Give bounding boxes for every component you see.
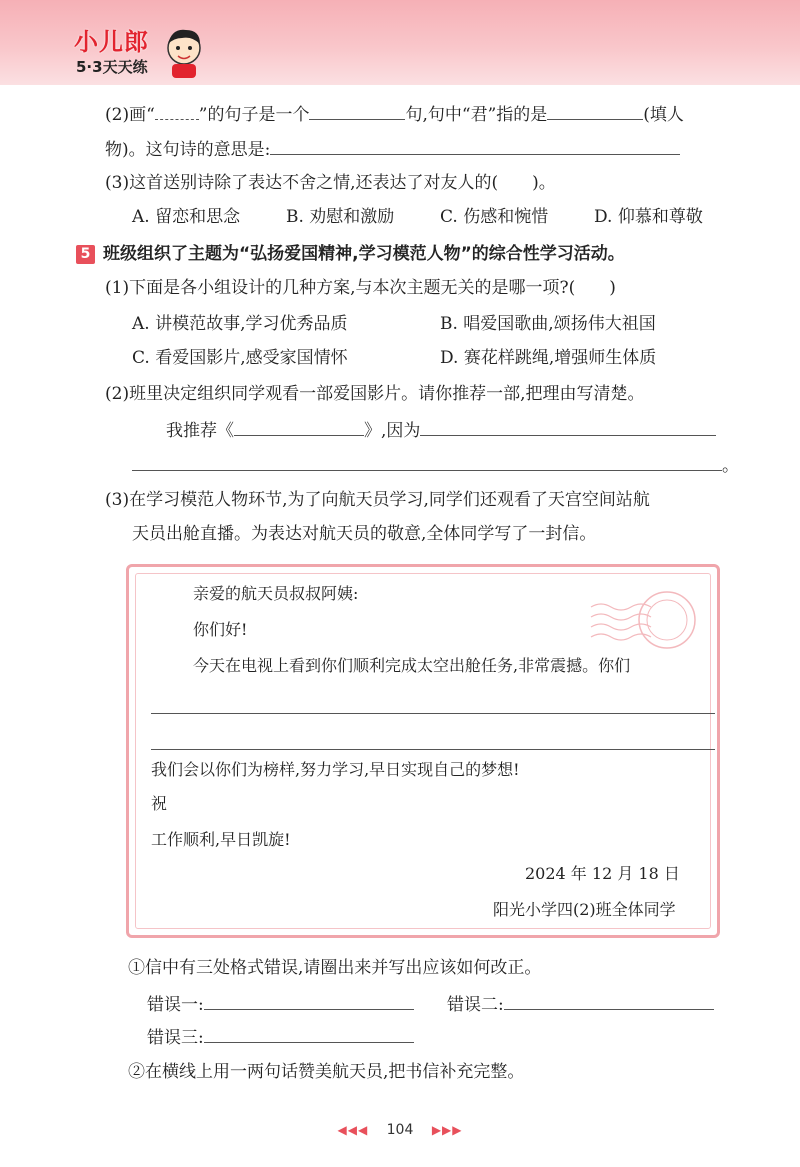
subq2-stem: ②在横线上用一两句话赞美航天员,把书信补充完整。 [128,1062,525,1082]
letter-salutation[interactable]: 亲爱的航天员叔叔阿姨: [193,584,359,603]
brand-series: 5·3天天练 [76,58,148,76]
error3-line: 错误三: [147,1024,414,1050]
s5-q1-option-d[interactable]: D. 赛花样跳绳,增强师生体质 [440,348,657,368]
s5-q1-option-b[interactable]: B. 唱爱国歌曲,颂扬伟大祖国 [440,314,656,334]
s5-q2-recommend-line: 我推荐《 》,因为 [166,417,716,443]
error2-line: 错误二: [447,991,714,1017]
sentence-type-blank[interactable] [309,101,405,120]
wavy-mark [155,105,199,120]
letter-write-line-2[interactable] [151,749,715,750]
letter-greeting: 你们好! [193,620,248,639]
letter-wish-2[interactable]: 工作顺利,早日凯旋! [151,830,291,849]
error1-blank[interactable] [204,991,414,1010]
brand-name: 小儿郎 [74,28,149,56]
s5-q2-reason-line2: 。 [132,452,739,478]
poem-meaning-blank[interactable] [270,136,680,155]
jun-refers-blank[interactable] [547,101,643,120]
s5-q2-stem: (2)班里决定组织同学观看一部爱国影片。请你推荐一部,把理由写清楚。 [105,384,645,404]
s5-q1-option-c[interactable]: C. 看爱国影片,感受家国情怀 [132,348,348,368]
q3-stem: (3)这首送别诗除了表达不舍之情,还表达了对友人的( )。 [105,173,556,193]
q2-line2: 物)。这句诗的意思是: [105,136,680,162]
section-number-badge: 5 [76,245,95,264]
film-name-blank[interactable] [234,417,364,436]
error2-blank[interactable] [504,991,714,1010]
q3-option-d[interactable]: D. 仰慕和尊敬 [594,207,703,227]
q3-option-a[interactable]: A. 留恋和思念 [132,207,241,227]
prev-page-arrows[interactable]: ◀◀◀ [337,1123,369,1137]
section5-title: 5 班级组织了主题为“弘扬爱国精神,学习模范人物”的综合性学习活动。 [76,242,625,266]
subq1-stem: ①信中有三处格式错误,请圈出来并写出应该如何改正。 [128,958,542,978]
mascot-icon [162,26,206,78]
letter-closing: 我们会以你们为榜样,努力学习,早日实现自己的梦想! [151,760,520,779]
letter-wish-1[interactable]: 祝 [151,794,168,813]
page-footer [0,1122,800,1138]
error1-line: 错误一: [147,991,414,1017]
q3-option-b[interactable]: B. 劝慰和激励 [286,207,395,227]
reason-blank-2[interactable] [132,452,722,471]
brand-logo [62,22,212,82]
postmark-icon [589,585,699,655]
letter-write-line-1[interactable] [151,713,715,714]
letter-signature[interactable]: 阳光小学四(2)班全体同学 [493,900,676,919]
next-page-arrows[interactable]: ▶▶▶ [431,1123,463,1137]
s5-q1-stem: (1)下面是各小组设计的几种方案,与本次主题无关的是哪一项?( ) [105,278,616,298]
s5-q1-option-a[interactable]: A. 讲模范故事,学习优秀品质 [132,314,348,334]
s5-q3-line2: 天员出舱直播。为表达对航天员的敬意,全体同学写了一封信。 [132,524,597,544]
error3-blank[interactable] [204,1024,414,1043]
letter-frame [126,564,720,938]
letter-body: 今天在电视上看到你们顺利完成太空出舱任务,非常震撼。你们 [193,656,631,675]
reason-blank[interactable] [420,417,716,436]
s5-q3-line1: (3)在学习模范人物环节,为了向航天员学习,同学们还观看了天宫空间站航 [105,490,650,510]
q2-line1: (2)画“ ”的句子是一个 句,句中“君”指的是 (填人 [105,101,684,127]
letter-date[interactable]: 2024 年 12 月 18 日 [525,864,680,883]
page-number: 104 [386,1122,414,1138]
q3-option-c[interactable]: C. 伤感和惋惜 [440,207,549,227]
